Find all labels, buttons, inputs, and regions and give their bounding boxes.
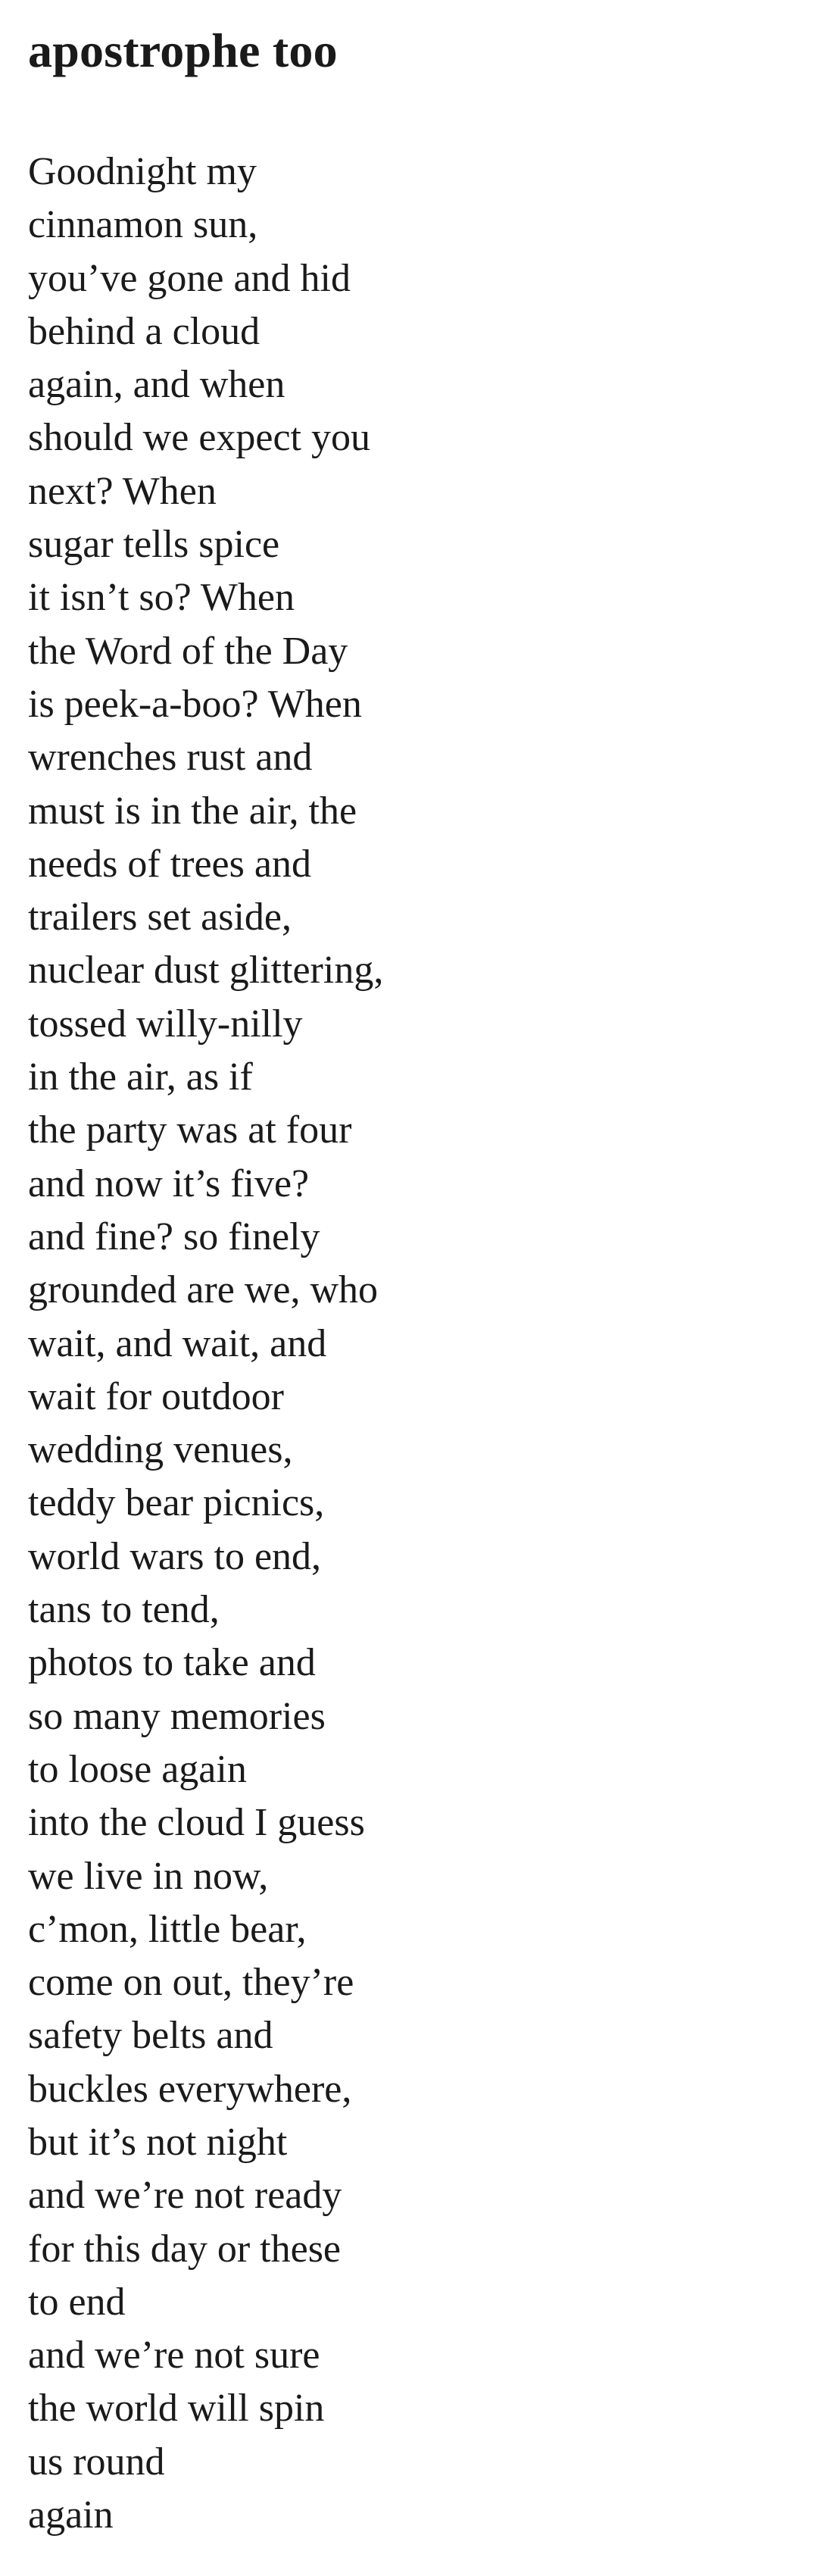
poem-line: but it’s not night [28, 2120, 288, 2164]
poem-line: wait for outdoor [28, 1374, 284, 1418]
poem-line: again [28, 2493, 114, 2537]
poem-line: Goodnight my [28, 150, 257, 193]
poem-line: for this day or these [28, 2227, 342, 2271]
poem-line: safety belts and [28, 2014, 273, 2058]
poem-line: and fine? so finely [28, 1215, 320, 1258]
poem-line: to loose again [28, 1747, 247, 1791]
poem-line: so many memories [28, 1694, 326, 1738]
poem-line: c’mon, little bear, [28, 1907, 307, 1951]
poem-line: and we’re not sure [28, 2334, 320, 2377]
poem-line: the Word of the Day [28, 629, 348, 673]
poem-line: we live in now, [28, 1854, 269, 1898]
poem-title: apostrophe too [28, 23, 338, 77]
poem-line: must is in the air, the [28, 789, 357, 833]
poem-line: in the air, as if [28, 1055, 253, 1099]
poem-line: into the cloud I guess [28, 1801, 365, 1845]
poem-line: world wars to end, [28, 1534, 322, 1578]
poem-line: buckles everywhere, [28, 2067, 352, 2111]
poem-line: and now it’s five? [28, 1161, 310, 1205]
poem-line: sugar tells spice [28, 523, 280, 567]
poem-line: wedding venues, [28, 1428, 293, 1472]
poem-line: next? When [28, 469, 217, 513]
poem-line: behind a cloud [28, 309, 261, 353]
poem-line: again, and when [28, 363, 285, 407]
poem-line: and we’re not ready [28, 2174, 342, 2218]
poem-line: grounded are we, who [28, 1268, 379, 1312]
poem-line: trailers set aside, [28, 896, 292, 939]
poem-line: wait, and wait, and [28, 1321, 327, 1365]
poem-line: the party was at four [28, 1108, 352, 1152]
poem-line: needs of trees and [28, 842, 311, 886]
poem-line: us round [28, 2440, 165, 2484]
poem-line: cinnamon sun, [28, 203, 258, 247]
poem-line: wrenches rust and [28, 736, 313, 780]
poem-line: tans to tend, [28, 1588, 220, 1632]
poem-line: the world will spin [28, 2387, 325, 2431]
poem-line: photos to take and [28, 1641, 316, 1685]
poem-line: teddy bear picnics, [28, 1481, 325, 1525]
poem-line: should we expect you [28, 416, 371, 460]
poem-line: nuclear dust glittering, [28, 949, 384, 993]
poem-line: you’ve gone and hid [28, 256, 351, 300]
poem-line: to end [28, 2280, 126, 2324]
poem-line: tossed willy-nilly [28, 1002, 303, 1046]
poem-line: is peek-a-boo? When [28, 682, 362, 726]
poem-body [28, 145, 383, 2542]
poem-line: come on out, they’re [28, 1961, 354, 2005]
poem-line: it isn’t so? When [28, 576, 295, 620]
